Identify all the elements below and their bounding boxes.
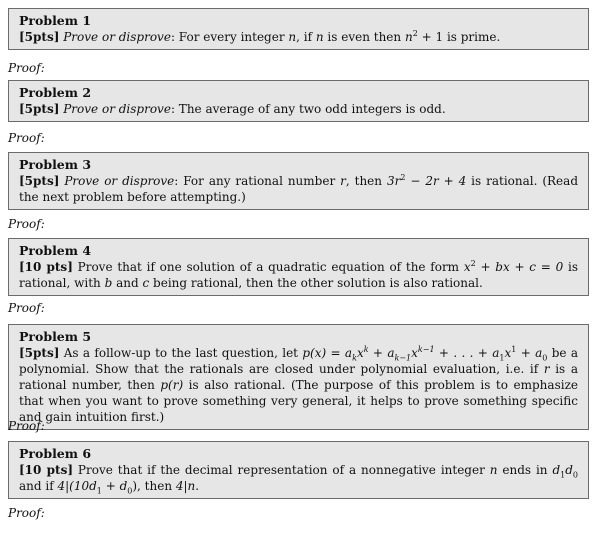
math-var: b — [104, 276, 113, 290]
proof-label: Proof: — [8, 419, 45, 433]
proof-label: Proof: — [8, 131, 45, 145]
statement-text: is also rational. (The purpose of this problem is to emphasize that when you want to prove something very general, it helps to prove something specific and gain intuition first.) — [19, 378, 578, 424]
statement-text: and — [112, 276, 143, 290]
math-expr: x — [463, 260, 471, 274]
statement-text: : For every integer — [170, 30, 289, 44]
points-label: [5pts] — [19, 30, 60, 44]
prompt-prefix: Prove or disprove — [64, 174, 175, 188]
math-expr: + bx + c = 0 — [475, 260, 564, 274]
proof-label: Proof: — [8, 217, 45, 231]
statement-text: , if — [296, 30, 316, 44]
statement-text: is even then — [323, 30, 405, 44]
math-expr: n — [404, 30, 413, 44]
problem-1-box — [8, 8, 589, 50]
math-expr: p(r) — [160, 378, 184, 392]
math-var: n — [288, 30, 297, 44]
points-label: [10 pts] — [19, 260, 73, 274]
math-expr: 4|n — [175, 479, 196, 493]
proof-label: Proof: — [8, 61, 45, 75]
statement-text: , then — [137, 479, 176, 493]
statement-text: : The average of any two odd integers is odd. — [170, 102, 446, 116]
problem-title: Problem 1 — [19, 13, 92, 28]
statement-text: . — [195, 479, 200, 493]
math-expr: 3r — [386, 174, 401, 188]
statement-text: is rational. (Read the next problem before attempting.) — [19, 174, 578, 204]
math-var: n — [315, 30, 324, 44]
prompt-prefix: Prove or disprove — [63, 102, 171, 116]
math-expr: p(x) = a — [302, 346, 353, 360]
statement-text: Prove that if the decimal representation of a nonnegative integer — [73, 463, 490, 477]
problem-title: Problem 6 — [19, 446, 92, 461]
math-var: c — [142, 276, 150, 290]
statement-text: : For any rational number — [174, 174, 341, 188]
problem-4-box — [8, 238, 589, 296]
statement-text: being rational, then the other solution is also rational. — [149, 276, 483, 290]
problem-statement: [5pts] Prove or disprove: For every integer n, if n is even then $n^2 + 1$ is prime. — [19, 29, 501, 44]
problem-statement: [10 pts] Prove that if one solution of a quadratic equation of the form $x^2$ + bx + c = 0 is rational, with b and c being rational, then the other solution is also rational. — [19, 259, 579, 290]
problem-title: Problem 5 — [19, 329, 92, 344]
points-label: [5pts] — [19, 346, 60, 360]
statement-text: be a polynomial. Show that the rationals are closed under polynomial evaluation, i.e. if — [19, 346, 578, 376]
statement-text: ends in — [497, 463, 553, 477]
points-label: [10 pts] — [19, 463, 74, 477]
problem-title: Problem 3 — [19, 157, 92, 172]
math-expr: + 1 — [417, 30, 444, 44]
problem-statement — [19, 101, 578, 117]
problem-6-box — [8, 441, 589, 499]
math-var: n — [489, 463, 498, 477]
math-expr: − 2r + 4 — [405, 174, 467, 188]
statement-text: and if — [19, 479, 58, 493]
statement-text: is prime. — [443, 30, 501, 44]
problem-3-box — [8, 152, 589, 210]
problem-title: Problem 4 — [19, 243, 92, 258]
statement-text: , then — [345, 174, 387, 188]
math-var: r — [543, 362, 550, 376]
problem-statement: [5pts] Prove or disprove: For any rational number r, then $3r^2 - 2r + 4$ is rational. (Read the next problem before attempting.) — [19, 173, 578, 204]
problem-title: Problem 2 — [19, 85, 92, 100]
points-label: [5pts] — [19, 174, 60, 188]
math-var: r — [340, 174, 346, 188]
statement-text: is a rational number, then — [19, 362, 579, 392]
math-expr: 4|(10d — [57, 479, 97, 493]
statement-text: Prove that if one solution of a quadratic equation of the form — [72, 260, 464, 274]
problem-2-box — [8, 80, 589, 122]
statement-text: As a follow-up to the last question, let — [59, 346, 303, 360]
proof-label: Proof: — [8, 506, 45, 520]
proof-label: Proof: — [8, 301, 45, 315]
math-expr: d — [552, 463, 561, 477]
statement-text: is rational, with — [19, 260, 579, 290]
prompt-prefix: Prove or disprove — [63, 30, 171, 44]
points-label: [5pts] — [19, 102, 60, 116]
problem-statement: [10 pts] Prove that if the decimal representation of a nonnegative integer n ends in $d_1d_0$ and if $4|(10d_1 + d_0)$, then 4|n. — [19, 463, 579, 496]
problem-statement: [5pts] As a follow-up to the last question, let $p(x) = a_kx^k + a_{k-1}x^{k-1}$ + . . . + $a_1x^1 + a_0$ be a polynomial. Show that the rationals are closed under polynomial evaluation, i.e. if r is a rational number, then p(r) is also rational. (The purpose of this problem is to emphasize that when you want to prove something very general, it helps to prove something specific and gain intuition first.) — [19, 345, 579, 424]
problem-5-box — [8, 324, 589, 430]
